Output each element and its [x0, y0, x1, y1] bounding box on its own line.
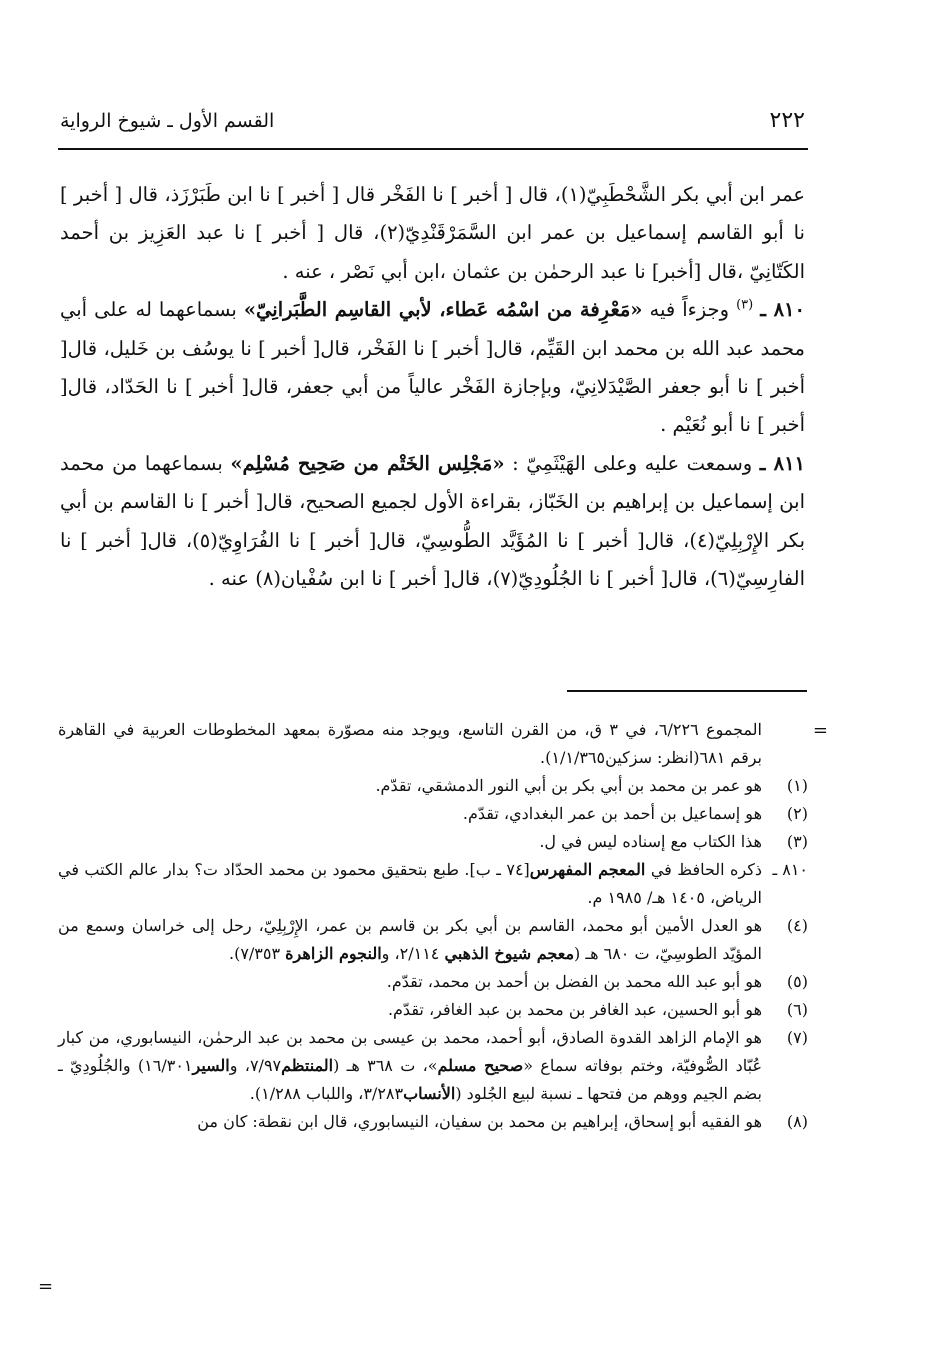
footnote-text: المجموع ٦/٢٢٦، في ٣ ق، من القرن التاسع، ويوجد منه مصوّرة بمعهد المخطوطات العربية في القاهرة برقم ٦٨١(انظر: سزكين١/١/٣٦٥).	[58, 720, 763, 767]
footnote-5	[58, 968, 808, 996]
footnote-text-part: ٣/٢٨٣، واللباب ١/٢٨٨).	[249, 1084, 404, 1103]
entry-body: بسماعهما من محمد ابن إسماعيل بن إبراهيم بن الخَبّاز، بقراءة الأول لجميع الصحيح، قال[ أخبر ] نا القاسم بن أبي بكر الإِرْبِلِيّ(٤)، قال[ أخبر ] نا المُؤَيَّد الطُّوسِيّ، قال[ أخبر ] نا الفُرَاوِيّ(٥)، قال[ أخبر ] نا الفارِسِيّ(٦)، قال[ أخبر ] نا الجُلُودِيّ(٧)، قال[ أخبر ] نا ابن سُفْيان(٨) عنه .	[60, 451, 806, 591]
footnote-label: (٢)	[786, 804, 808, 823]
footnote-label: (٧)	[786, 1028, 808, 1047]
footnote-1	[58, 772, 808, 800]
footnote-label: (٦)	[786, 1000, 808, 1019]
continuation-mark: =	[38, 1276, 54, 1297]
footnote-text-part: ذكره الحافظ في	[650, 860, 763, 879]
footnote-label: (٨)	[786, 1112, 808, 1131]
book-title: «مَعْرِفة من اسْمُه عَطاء، لأبي القاسِم الطَّبَرانِيّ»	[243, 298, 643, 322]
footnote-text: هو الفقيه أبو إسحاق، إبراهيم بن محمد بن سفيان، النيسابوري، قال ابن نقطة: كان من	[197, 1112, 762, 1131]
footnote-label: (٤)	[786, 916, 808, 935]
entry-intro: وجزءاً فيه	[649, 298, 730, 322]
footnote-text: هو أبو عبد الله محمد بن الفضل بن أحمد بن محمد، تقدّم.	[386, 972, 762, 991]
footnote-text-part: ٢/١١٤، و	[381, 944, 440, 963]
entry-number: ٨١٠ ـ	[760, 298, 805, 322]
footnote-label: ٨١٠ ـ	[772, 860, 808, 879]
entry-intro: وسمعت عليه وعلى الهَيْثَمِيّ :	[512, 451, 753, 475]
paragraph-chain: عمر ابن أبي بكر الشَّحْطَبِيّ(١)، قال [ أخبر ] نا الفَخْر قال [ أخبر ] نا ابن طَبَرْزَذ، قال [ أخبر ] نا أبو القاسم إسماعيل بن عمر ابن السَّمَرْقَنْدِيّ(٢)، قال [ أخبر ] نا عبد العَزِيز بن أحمد الكَتّانِيّ ،قال [أخبر] نا عبد الرحمٰن بن عثمان ،ابن أبي نَصْر ، عنه .	[60, 183, 805, 283]
header-rule	[58, 148, 808, 150]
footnote-text-part: [٧٤ ـ ب]. طبع بتحقيق محمود بن محمد الحدّاد ت؟ بدار عالم الكتب في الرياض، ١٤٠٥ هـ/ ١٩٨٥ م.	[58, 860, 762, 907]
entry-number: ٨١١ ـ	[759, 451, 806, 475]
footnote-text: هذا الكتاب مع إسناده ليس في ل.	[539, 832, 762, 851]
footnote-text-part: ٧/٩٧، و	[229, 1056, 282, 1075]
footnote-4	[58, 912, 808, 968]
continuation-mark: =	[812, 720, 828, 741]
footnote-continuation	[58, 716, 808, 772]
page-number: ٢٢٢	[769, 108, 805, 133]
footnote-text: هو أبو الحسين، عبد الغافر بن محمد بن عبد الغافر، تقدّم.	[387, 1000, 762, 1019]
book-title: السير	[192, 1056, 230, 1075]
footnotes	[58, 716, 808, 1136]
book-title: النجوم الزاهرة	[285, 944, 382, 963]
footnote-text: هو عمر بن محمد بن أبي بكر بن أبي النور الدمشقي، تقدّم.	[375, 776, 762, 795]
running-title: القسم الأول ـ شيوخ الرواية	[60, 110, 275, 132]
main-text	[60, 176, 805, 598]
book-title: المنتظم	[281, 1056, 334, 1075]
book-title: «مَجْلِس الخَتْم من صَحِيح مُسْلِم»	[230, 451, 505, 475]
footnote-text-part: هو العدل الأمين أبو محمد، القاسم بن أبي بكر بن قاسم بن عمر، الإِرْبِلِيّ، رحل إلى خراسان وسمع من المؤيّد الطوسِيّ، ت ٦٨٠ هـ (	[58, 916, 763, 963]
page-header	[60, 108, 805, 144]
footnote-8	[58, 1108, 808, 1136]
entry-body: بسماعهما له على أبي محمد عبد الله بن محمد ابن القَيِّم، قال[ أخبر ] نا الفَخْر، قال[ أخبر ] نا يوسُف بن خَليل، قال[ أخبر ] نا أبو جعفر الصَّيْدَلانِيّ، وبإجازة الفَخْر عالياً من أبي جعفر، قال[ أخبر ] نا الحَدّاد، قال[ أخبر ] نا أبو نُعَيْم .	[60, 298, 805, 437]
entry-810	[60, 291, 805, 445]
footnote-6	[58, 996, 808, 1024]
footnote-ref: (٣)	[736, 297, 754, 313]
footnote-label: (٣)	[786, 832, 808, 851]
footnote-text-part: هو الإمام الزاهد القدوة الصادق، أبو أحمد، محمد بن عيسى بن محمد بن عبد الرحمٰن، النيسابوري، من كبار عُبّاد الصُّوفيّة، وختم بوفاته سماع «	[58, 1028, 763, 1075]
footnote-text	[58, 1028, 762, 1103]
footnote-separator	[567, 690, 807, 692]
footnote-2	[58, 800, 808, 828]
book-title: الأنساب	[403, 1084, 456, 1103]
footnote-text-part: ١٦/٣٠١) والجُلُودِيّ ـ بضم الجيم ووهم من فتحها ـ نسبة لبيع الجُلود (	[58, 1056, 762, 1103]
footnote-text: هو إسماعيل بن أحمد بن عمر البغدادي، تقدّم.	[462, 804, 762, 823]
book-title: المعجم المفهرس	[529, 860, 646, 879]
footnote-text-part: »، ت ٣٦٨ هـ (	[333, 1056, 438, 1075]
book-title: معجم شيوخ الذهبي	[444, 944, 575, 963]
footnote-label: (١)	[786, 776, 808, 795]
entry-811	[60, 445, 805, 599]
footnote-3	[58, 828, 808, 856]
footnote-7	[58, 1024, 808, 1108]
footnote-810	[58, 856, 808, 912]
book-title: صحيح مسلم	[437, 1056, 524, 1075]
footnote-label: (٥)	[786, 972, 808, 991]
footnote-text	[58, 916, 762, 963]
footnote-text-part: ٧/٣٥٣).	[228, 944, 281, 963]
footnote-text	[58, 860, 762, 907]
